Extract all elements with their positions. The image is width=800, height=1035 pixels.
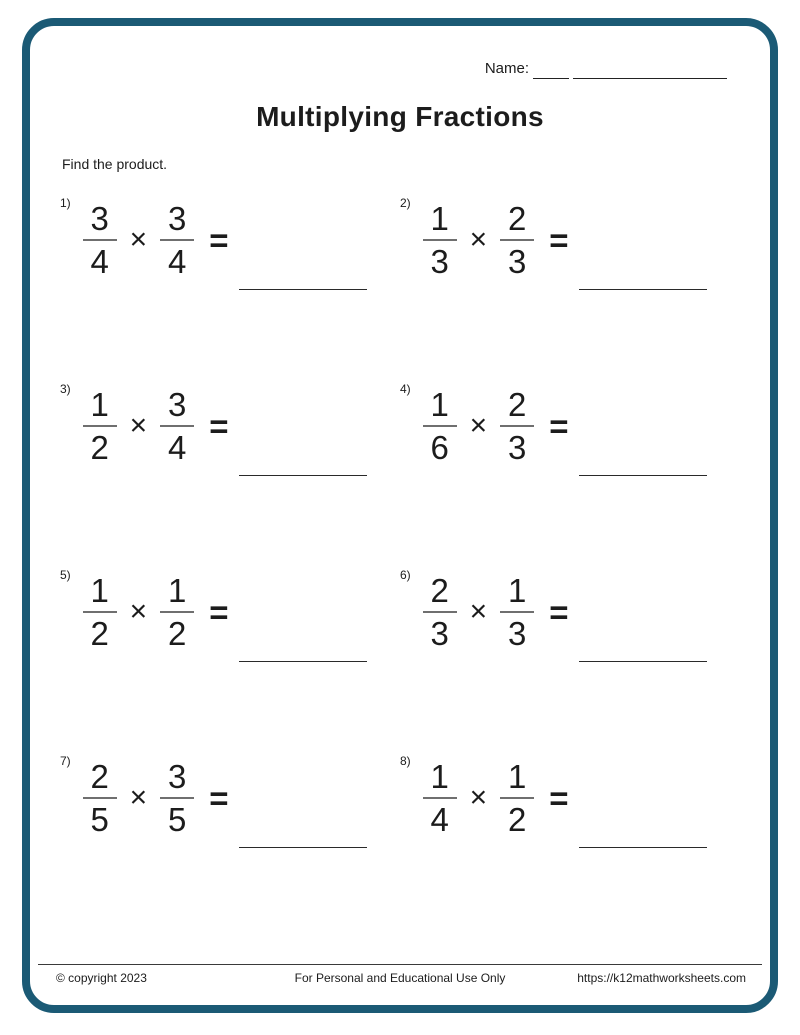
problem-8 <box>400 752 740 938</box>
fraction-bar <box>83 797 117 799</box>
fraction-numerator: 1 <box>430 386 449 423</box>
equals-sign: = <box>209 221 229 259</box>
fraction-bar <box>160 611 194 613</box>
problem-number: 3) <box>60 382 71 396</box>
fraction-denominator: 3 <box>508 615 527 652</box>
fraction-2 <box>500 760 534 836</box>
fraction-bar <box>500 611 534 613</box>
problem-3 <box>60 380 400 566</box>
multiply-sign: × <box>469 781 488 814</box>
website-link[interactable]: https://k12mathworksheets.com <box>577 971 746 985</box>
answer-blank <box>579 289 707 290</box>
fraction-bar <box>83 239 117 241</box>
multiply-sign: × <box>469 409 488 442</box>
equals-sign: = <box>549 779 569 817</box>
answer-blank <box>239 289 367 290</box>
equals-sign: = <box>549 593 569 631</box>
answer-blank <box>239 847 367 848</box>
fraction-bar <box>160 425 194 427</box>
fraction-denominator: 5 <box>90 801 109 838</box>
fraction-1 <box>83 388 117 464</box>
multiply-sign: × <box>129 223 148 256</box>
fraction-2 <box>500 388 534 464</box>
answer-blank <box>579 475 707 476</box>
problem-1 <box>60 194 400 380</box>
fraction-bar <box>500 797 534 799</box>
problem-4 <box>400 380 740 566</box>
multiply-sign: × <box>469 595 488 628</box>
fraction-bar <box>83 611 117 613</box>
answer-blank <box>579 661 707 662</box>
page-title: Multiplying Fractions <box>256 101 544 132</box>
problem-number: 1) <box>60 196 71 210</box>
fraction-2 <box>160 202 194 278</box>
fraction-numerator: 3 <box>168 386 187 423</box>
equals-sign: = <box>209 407 229 445</box>
fraction-1 <box>423 760 457 836</box>
problem-expression <box>83 202 368 278</box>
fraction-numerator: 1 <box>508 758 527 795</box>
problem-number: 8) <box>400 754 411 768</box>
fraction-denominator: 2 <box>508 801 527 838</box>
fraction-bar <box>83 425 117 427</box>
problems-grid <box>60 194 740 938</box>
fraction-numerator: 1 <box>430 200 449 237</box>
fraction-2 <box>160 760 194 836</box>
multiply-sign: × <box>129 409 148 442</box>
footer <box>38 964 762 985</box>
problem-2 <box>400 194 740 380</box>
fraction-bar <box>160 797 194 799</box>
problem-expression <box>423 760 708 836</box>
name-field-row <box>485 60 727 79</box>
fraction-numerator: 3 <box>168 758 187 795</box>
fraction-1 <box>423 388 457 464</box>
problem-number: 7) <box>60 754 71 768</box>
fraction-numerator: 1 <box>90 572 109 609</box>
fraction-numerator: 3 <box>90 200 109 237</box>
answer-blank <box>239 661 367 662</box>
fraction-denominator: 4 <box>90 243 109 280</box>
problem-number: 6) <box>400 568 411 582</box>
name-blank-segment <box>573 61 727 79</box>
problem-7 <box>60 752 400 938</box>
problem-expression <box>423 388 708 464</box>
fraction-numerator: 2 <box>90 758 109 795</box>
problem-number: 4) <box>400 382 411 396</box>
multiply-sign: × <box>129 595 148 628</box>
fraction-denominator: 4 <box>168 429 187 466</box>
fraction-2 <box>160 574 194 650</box>
fraction-denominator: 4 <box>168 243 187 280</box>
usage-text: For Personal and Educational Use Only <box>294 971 506 985</box>
fraction-numerator: 1 <box>168 572 187 609</box>
fraction-numerator: 1 <box>508 572 527 609</box>
fraction-numerator: 2 <box>508 200 527 237</box>
fraction-1 <box>83 574 117 650</box>
fraction-bar <box>500 425 534 427</box>
fraction-numerator: 1 <box>90 386 109 423</box>
fraction-bar <box>423 611 457 613</box>
fraction-denominator: 3 <box>508 429 527 466</box>
problem-number: 2) <box>400 196 411 210</box>
copyright-text: © copyright 2023 <box>56 971 147 985</box>
fraction-2 <box>160 388 194 464</box>
fraction-denominator: 5 <box>168 801 187 838</box>
fraction-1 <box>83 202 117 278</box>
fraction-denominator: 2 <box>90 615 109 652</box>
instruction-text: Find the product. <box>62 156 168 172</box>
problem-expression <box>83 388 368 464</box>
fraction-1 <box>423 574 457 650</box>
fraction-denominator: 3 <box>430 615 449 652</box>
fraction-numerator: 3 <box>168 200 187 237</box>
fraction-1 <box>423 202 457 278</box>
name-label: Name: <box>484 60 529 77</box>
fraction-bar <box>160 239 194 241</box>
fraction-denominator: 2 <box>168 615 187 652</box>
answer-blank <box>579 847 707 848</box>
fraction-denominator: 3 <box>508 243 527 280</box>
fraction-bar <box>423 797 457 799</box>
name-blank-segment <box>533 61 569 79</box>
multiply-sign: × <box>469 223 488 256</box>
fraction-1 <box>83 760 117 836</box>
problem-expression <box>83 760 368 836</box>
fraction-denominator: 6 <box>430 429 449 466</box>
fraction-bar <box>423 425 457 427</box>
fraction-numerator: 2 <box>430 572 449 609</box>
problem-5 <box>60 566 400 752</box>
multiply-sign: × <box>129 781 148 814</box>
problem-expression <box>83 574 368 650</box>
equals-sign: = <box>209 593 229 631</box>
problem-number: 5) <box>60 568 71 582</box>
fraction-bar <box>500 239 534 241</box>
fraction-numerator: 1 <box>430 758 449 795</box>
equals-sign: = <box>209 779 229 817</box>
problem-expression <box>423 202 708 278</box>
fraction-denominator: 4 <box>430 801 449 838</box>
fraction-2 <box>500 202 534 278</box>
problem-6 <box>400 566 740 752</box>
equals-sign: = <box>549 221 569 259</box>
problem-expression <box>423 574 708 650</box>
fraction-denominator: 3 <box>430 243 449 280</box>
equals-sign: = <box>549 407 569 445</box>
fraction-2 <box>500 574 534 650</box>
fraction-bar <box>423 239 457 241</box>
answer-blank <box>239 475 367 476</box>
fraction-numerator: 2 <box>508 386 527 423</box>
fraction-denominator: 2 <box>90 429 109 466</box>
